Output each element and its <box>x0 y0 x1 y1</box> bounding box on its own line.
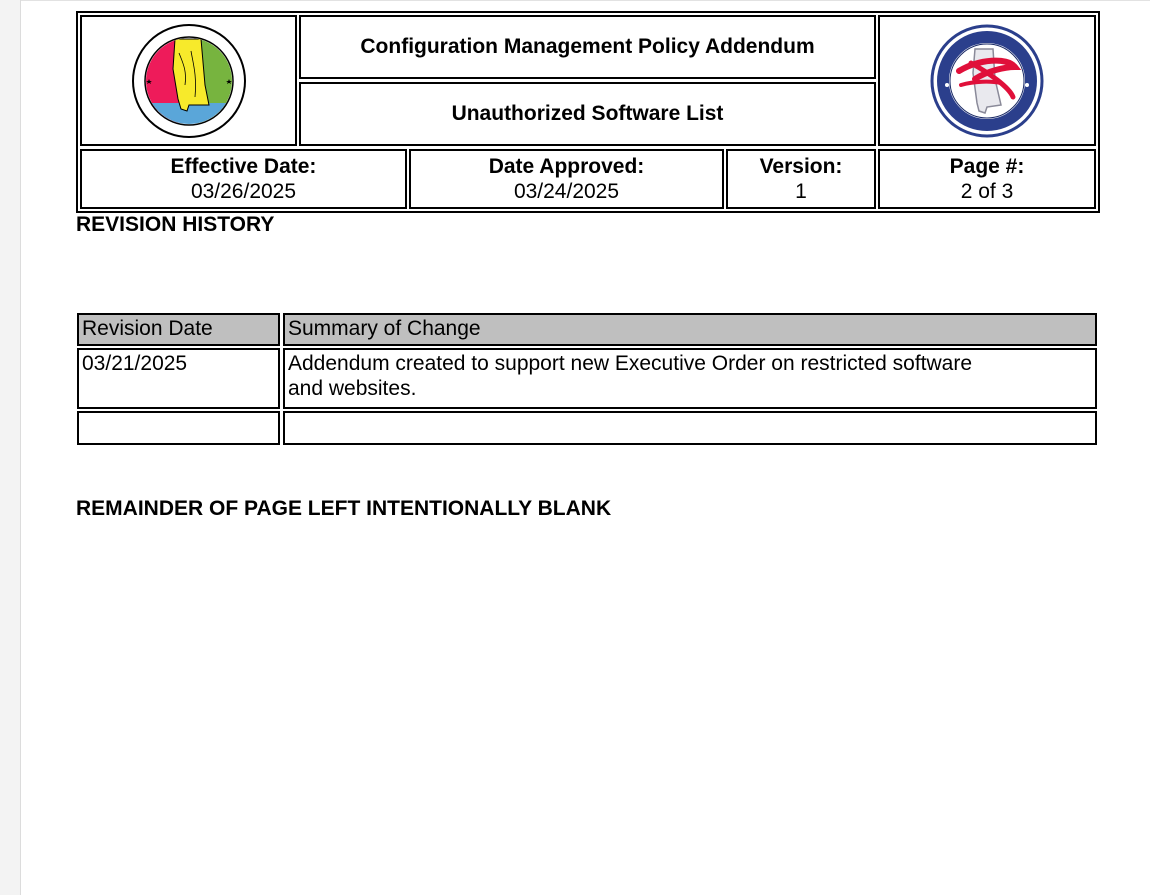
page-number-cell <box>878 149 1096 209</box>
effective-date-cell <box>80 149 407 209</box>
version-cell <box>726 149 876 209</box>
document-header <box>76 11 1100 213</box>
summary-line: and websites. <box>288 377 417 400</box>
table-row-summary <box>283 348 1097 409</box>
date-approved-cell <box>409 149 724 209</box>
table-row-summary-empty <box>283 411 1097 445</box>
revision-history-heading: REVISION HISTORY <box>76 213 275 236</box>
summary-line: Addendum created to support new Executive Order on restricted software <box>288 352 973 375</box>
page-edge <box>21 0 1150 1</box>
version-value: 1 <box>795 180 807 203</box>
alabama-great-seal-icon <box>131 23 247 139</box>
alabama-seal-cell <box>80 15 297 146</box>
page-number-value: 2 of 3 <box>960 180 1014 203</box>
blank-page-notice: REMAINDER OF PAGE LEFT INTENTIONALLY BLANK <box>76 497 612 520</box>
office-of-information-technology-seal-icon <box>929 23 1045 139</box>
effective-date-value: 03/26/2025 <box>190 180 297 203</box>
document-page <box>20 0 1150 895</box>
document-title: Configuration Management Policy Addendum <box>299 15 876 79</box>
document-subtitle: Unauthorized Software List <box>299 82 876 146</box>
effective-date-label: Effective Date: <box>170 155 317 178</box>
version-label: Version: <box>759 155 843 178</box>
column-header-summary-of-change: Summary of Change <box>283 313 1097 346</box>
oit-seal-cell <box>878 15 1096 146</box>
column-header-revision-date: Revision Date <box>77 313 280 346</box>
table-row-date-empty <box>77 411 280 445</box>
table-row-date: 03/21/2025 <box>77 348 280 409</box>
page-number-label: Page #: <box>949 155 1025 178</box>
date-approved-value: 03/24/2025 <box>513 180 620 203</box>
date-approved-label: Date Approved: <box>488 155 645 178</box>
